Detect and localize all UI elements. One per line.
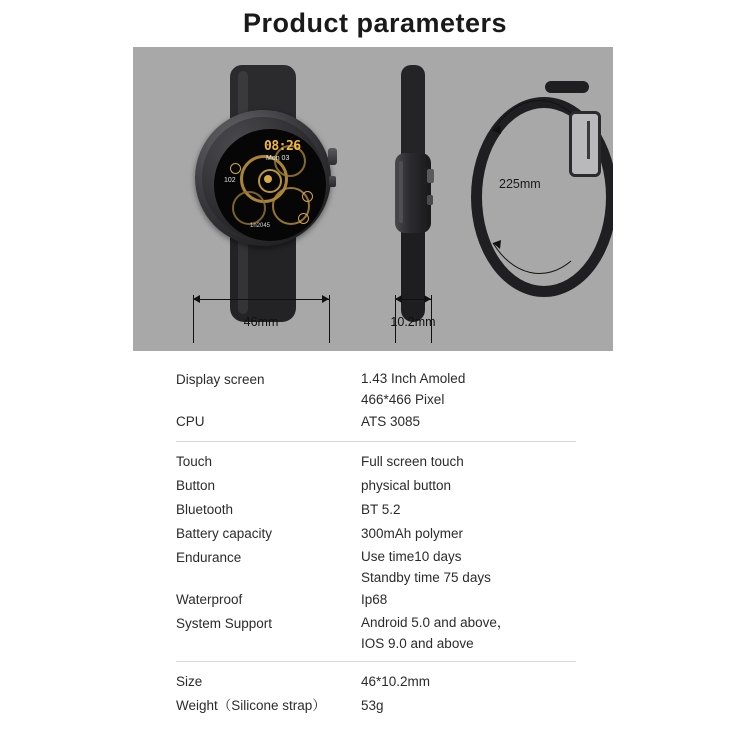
width-dimension-label: 46mm	[243, 315, 279, 329]
side-case	[395, 153, 431, 233]
spec-value	[361, 368, 576, 410]
gear-hub-icon	[264, 175, 272, 183]
table-row	[176, 522, 576, 546]
side-strap-top	[401, 65, 425, 159]
spec-key: System Support	[176, 616, 273, 631]
watch-band-loop-view	[463, 77, 603, 307]
spec-key: CPU	[176, 414, 205, 429]
table-row	[176, 410, 576, 434]
spec-key: Weight（Silicone strap）	[176, 698, 326, 713]
watchface-complication-icon	[230, 163, 241, 174]
watchface-bottom-value: 1n2045	[250, 223, 271, 229]
table-row	[176, 450, 576, 474]
spec-group-features	[176, 450, 576, 662]
gear-icon	[232, 191, 266, 225]
watch-screen	[214, 129, 326, 241]
watchface-complication-icon	[302, 191, 313, 202]
watch-side-button	[329, 176, 336, 187]
spec-value: physical button	[361, 478, 452, 493]
side-button	[427, 195, 433, 205]
spec-value-line-2: Standby time 75 days	[361, 570, 491, 585]
table-row	[176, 474, 576, 498]
side-strap-bottom	[401, 227, 425, 322]
table-row	[176, 588, 576, 612]
spec-value	[361, 612, 576, 654]
spec-value-line-2: IOS 9.0 and above	[361, 636, 474, 651]
watch-side-view	[383, 65, 443, 320]
watch-bezel	[202, 117, 324, 239]
spec-value	[361, 546, 576, 588]
watchface-complication-icon	[298, 213, 309, 224]
product-diagram-panel	[133, 47, 613, 351]
spec-value-line: Android 5.0 and above，	[361, 615, 511, 630]
side-crown	[427, 169, 434, 183]
table-row	[176, 368, 576, 410]
watchface-date: Mon 03	[266, 155, 290, 162]
spec-key: Waterproof	[176, 592, 243, 607]
spec-key: Button	[176, 478, 216, 493]
table-row	[176, 694, 576, 718]
table-row	[176, 612, 576, 654]
thickness-dimension-label: 10.2mm	[390, 315, 436, 329]
band-length-arrow-arc	[463, 77, 603, 307]
spec-key: Touch	[176, 454, 213, 469]
spec-key: Battery capacity	[176, 526, 273, 541]
spec-value-line: 1.43 Inch Amoled	[361, 371, 466, 386]
spec-group-display	[176, 368, 576, 442]
spec-value: BT 5.2	[361, 502, 401, 517]
watchface-time: 08:26	[264, 139, 301, 154]
spec-value-line: Use time10 days	[361, 549, 462, 564]
page-title: Product parameters	[242, 8, 508, 38]
spec-key: Size	[176, 674, 203, 689]
watch-front-view	[168, 65, 373, 320]
watchface-left-value: 102	[224, 177, 236, 184]
spec-table	[176, 368, 576, 733]
watch-crown	[328, 148, 337, 165]
band-length-label: 225mm	[499, 177, 541, 191]
spec-group-physical	[176, 670, 576, 725]
spec-value: 46*10.2mm	[361, 674, 431, 689]
spec-key: Endurance	[176, 550, 242, 565]
spec-value: ATS 3085	[361, 414, 421, 429]
spec-key: Bluetooth	[176, 502, 234, 517]
table-row	[176, 546, 576, 588]
spec-value: 300mAh polymer	[361, 526, 464, 541]
table-row	[176, 498, 576, 522]
spec-value: Ip68	[361, 592, 388, 607]
spec-value-line-2: 466*466 Pixel	[361, 392, 445, 407]
spec-key: Display screen	[176, 372, 265, 387]
table-row	[176, 670, 576, 694]
spec-value: 53g	[361, 698, 384, 713]
spec-value: Full screen touch	[361, 454, 464, 469]
watch-case	[195, 110, 331, 246]
